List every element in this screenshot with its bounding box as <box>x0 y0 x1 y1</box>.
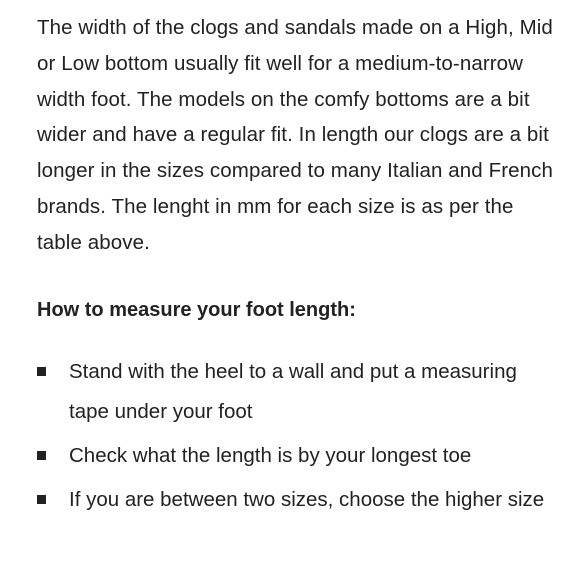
square-bullet-icon <box>37 495 46 504</box>
square-bullet-icon <box>37 367 46 376</box>
measure-steps-list <box>37 352 560 520</box>
list-item <box>37 436 560 476</box>
list-item-text: If you are between two sizes, choose the higher size <box>69 488 545 511</box>
list-item <box>37 480 560 520</box>
fit-description: The width of the clogs and sandals made on a High, Mid or Low bottom usually fit well for a medium-to-narrow width foot. The models on the comfy bottoms are a bit wider and have a regular fit. In length our clogs are a bit longer in the sizes compared to many Italian and French brands. The lenght in mm for each size is as per the table above. <box>37 16 553 254</box>
measure-heading: How to measure your foot length: <box>37 299 356 321</box>
square-bullet-icon <box>37 451 46 460</box>
list-item <box>37 352 560 432</box>
list-item-text: Check what the length is by your longest toe <box>69 444 472 467</box>
list-item-text: Stand with the heel to a wall and put a measuring tape under your foot <box>69 360 517 423</box>
